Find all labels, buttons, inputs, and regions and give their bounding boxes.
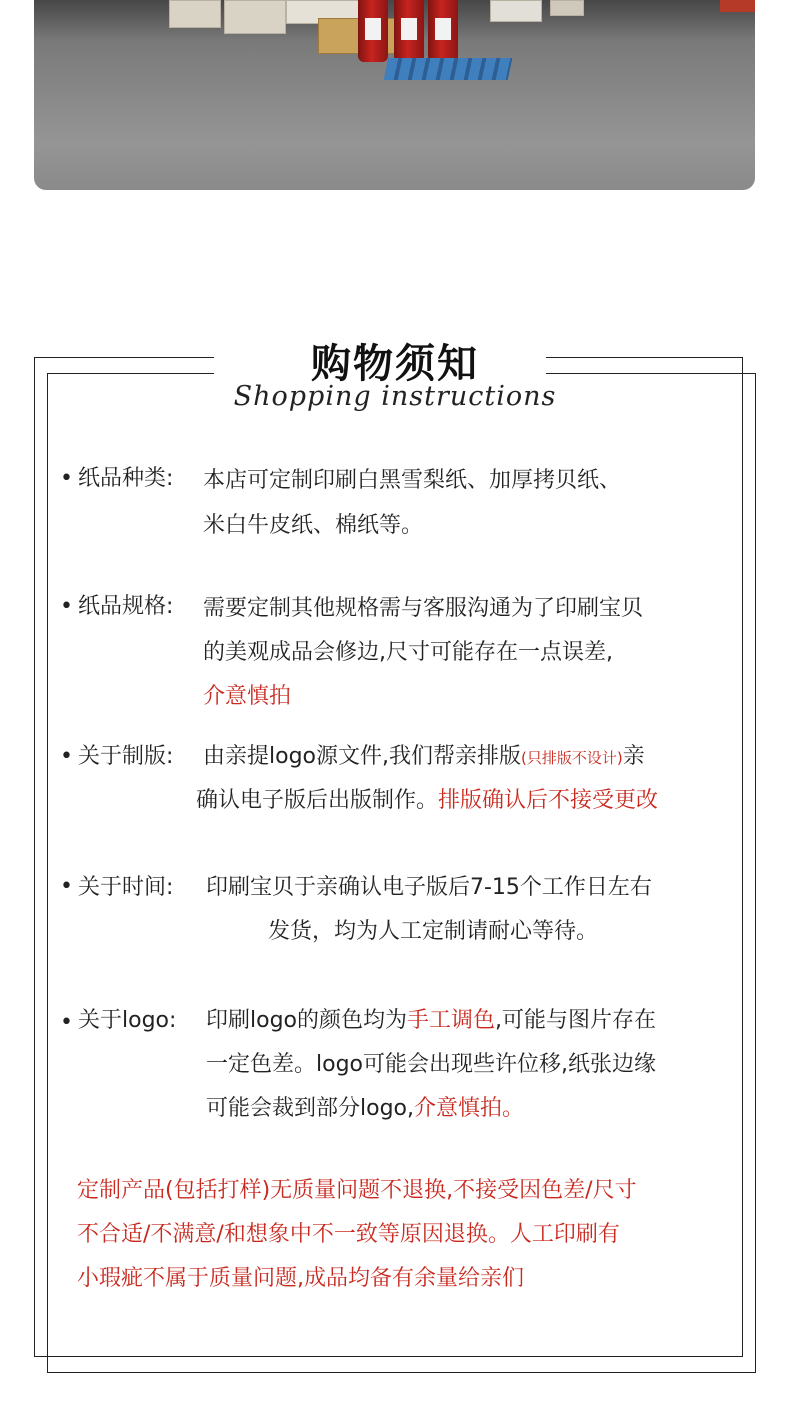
- item-text: 印刷宝贝于亲确认电子版后7-15个工作日左右: [206, 875, 652, 900]
- item-text: 本店可定制印刷白黑雪梨纸、加厚拷贝纸、: [203, 468, 622, 493]
- frame-front: [34, 357, 743, 1357]
- bullet: •: [60, 1010, 73, 1035]
- item-text: 可能会裁到部分logo,介意慎拍。: [206, 1096, 525, 1121]
- item-highlight: 手工调色: [407, 1008, 496, 1033]
- item-warning: 介意慎拍: [203, 684, 292, 709]
- item-text: 印刷logo的颜色均为手工调色,可能与图片存在: [206, 1008, 657, 1033]
- notice-line: 不合适/不满意/和想象中不一致等原因退换。人工印刷有: [77, 1222, 620, 1247]
- bullet: •: [60, 874, 73, 899]
- notice-line: 定制产品(包括打样)无质量问题不退换,不接受因色差/尺寸: [77, 1178, 637, 1203]
- item-note: (只排版不设计): [521, 749, 623, 767]
- item-text: 一定色差。logo可能会出现些许位移,纸张边缘: [206, 1052, 656, 1077]
- warehouse-photo: [34, 0, 755, 190]
- item-label-paper-spec: 纸品规格:: [78, 594, 174, 619]
- bullet: •: [60, 466, 73, 491]
- item-text: 的美观成品会修边,尺寸可能存在一点误差,: [203, 640, 613, 665]
- item-text: 米白牛皮纸、棉纸等。: [203, 513, 424, 538]
- item-text: 需要定制其他规格需与客服沟通为了印刷宝贝: [203, 596, 644, 621]
- item-label-time: 关于时间:: [78, 875, 174, 900]
- bullet: •: [60, 594, 73, 619]
- item-text: 发货，均为人工定制请耐心等待。: [268, 919, 599, 944]
- item-label-paper-type: 纸品种类:: [78, 466, 174, 491]
- item-warning: 介意慎拍。: [414, 1096, 525, 1121]
- item-label-logo: 关于logo:: [78, 1008, 177, 1033]
- page-title: 购物须知: [311, 341, 479, 387]
- bullet: •: [60, 744, 73, 769]
- item-label-plate-making: 关于制版:: [78, 744, 174, 769]
- item-text: 由亲提logo源文件,我们帮亲排版(只排版不设计)亲: [203, 744, 645, 769]
- notice-line: 小瑕疵不属于质量问题,成品均备有余量给亲们: [77, 1266, 524, 1291]
- item-warning: 排版确认后不接受更改: [438, 788, 659, 813]
- page-subtitle: Shopping instructions: [233, 381, 557, 412]
- item-text: 确认电子版后出版制作。排版确认后不接受更改: [196, 788, 659, 813]
